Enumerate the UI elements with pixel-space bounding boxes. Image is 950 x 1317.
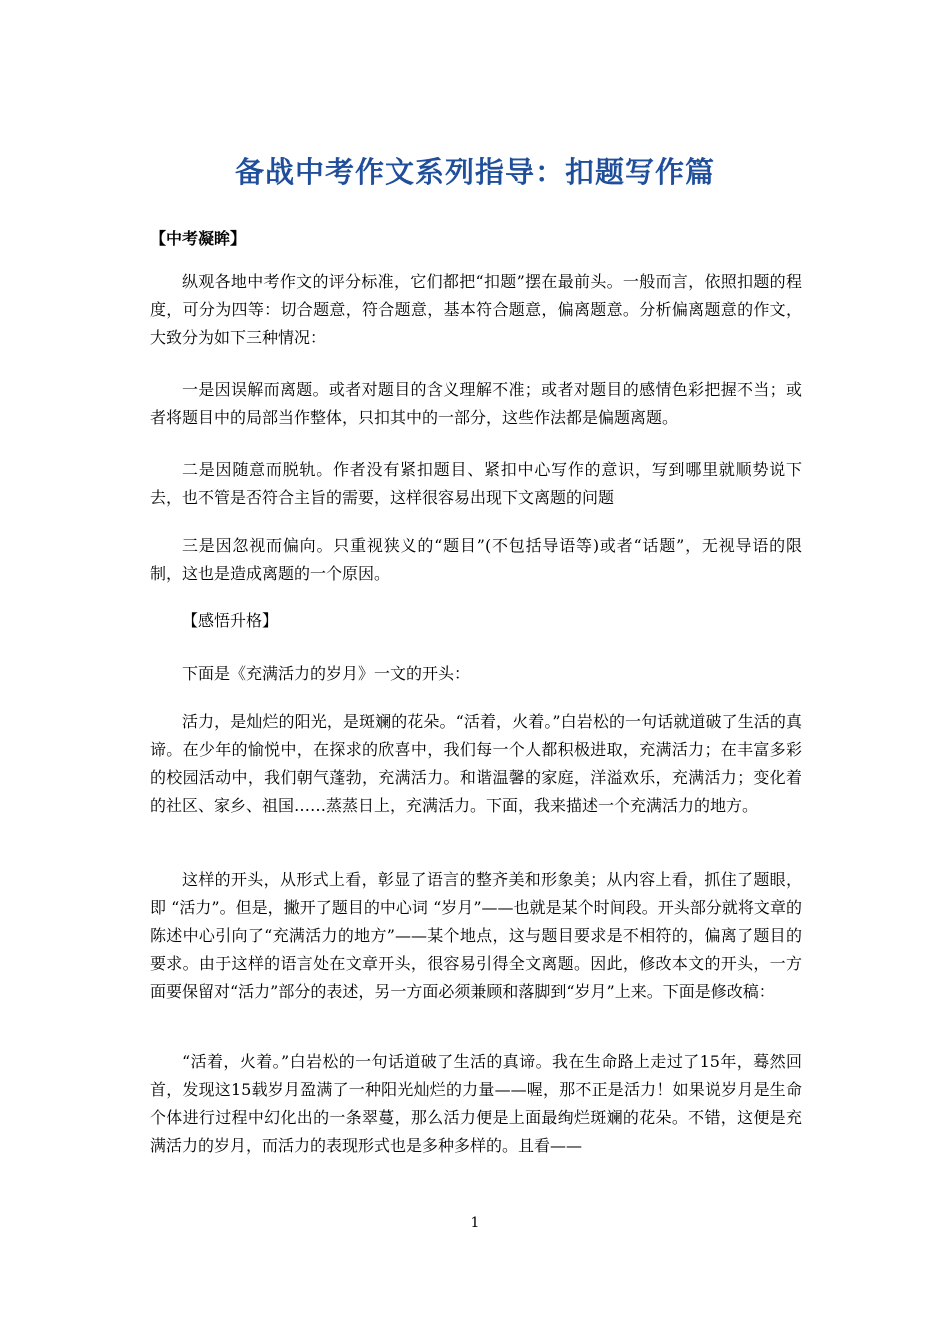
section-heading-exam-focus: 【中考凝眸】 bbox=[150, 229, 247, 248]
paragraph-7: 这样的开头，从形式上看，彰显了语言的整齐美和形象美；从内容上看，抓住了题眼，即 “活力”。但是，撇开了题目的中心词 “岁月”——也就是某个时间段。开头部分就将文章的陈述中心引向了“充满活力的地方”——某个地点，这与题目要求是不相符的，偏离了题目的要求。由于这样的语言处在文章开头，很容易引得全文离题。因此，修改本文的开头，一方面要保留对“活力”部分的表述，另一方面必须兼顾和落脚到“岁月”上来。下面是修改稿： bbox=[150, 870, 802, 1001]
page-number: 1 bbox=[470, 1215, 480, 1231]
document-title: 备战中考作文系列指导：扣题写作篇 bbox=[234, 155, 715, 189]
paragraph-8: “活着，火着。”白岩松的一句话道破了生活的真谛。我在生命路上走过了15年，蓦然回首，发现这15载岁月盈满了一种阳光灿烂的力量——喔，那不正是活力！如果说岁月是生命个体进行过程中幻化出的一条翠蔓，那么活力便是上面最绚烂斑斓的花朵。不错，这便是充满活力的岁月，而活力的表现形式也是多种多样的。且看—— bbox=[150, 1052, 802, 1155]
paragraph-3: 二是因随意而脱轨。作者没有紧扣题目、紧扣中心写作的意识，写到哪里就顺势说下去，也不管是否符合主旨的需要，这样很容易出现下文离题的问题 bbox=[150, 460, 802, 507]
paragraph-2: 一是因误解而离题。或者对题目的含义理解不准；或者对题目的感情色彩把握不当；或者将题目中的局部当作整体，只扣其中的一部分，这些作法都是偏题离题。 bbox=[150, 380, 802, 427]
paragraph-4: 三是因忽视而偏向。只重视狭义的“题目”(不包括导语等)或者“话题”，无视导语的限制，这也是造成离题的一个原因。 bbox=[150, 536, 802, 583]
paragraph-5: 下面是《充满活力的岁月》一文的开头： bbox=[182, 664, 471, 683]
section-heading-upgrade: 【感悟升格】 bbox=[182, 611, 279, 630]
paragraph-6: 活力，是灿烂的阳光，是斑斓的花朵。“活着，火着。”白岩松的一句话就道破了生活的真谛。在少年的愉悦中，在探求的欣喜中，我们每一个人都积极进取，充满活力；在丰富多彩的校园活动中，我们朝气蓬勃，充满活力。和谐温馨的家庭，洋溢欢乐，充满活力；变化着的社区、家乡、祖国……蒸蒸日上，充满活力。下面，我来描述一个充满活力的地方。 bbox=[150, 712, 802, 815]
paragraph-1: 纵观各地中考作文的评分标准，它们都把“扣题”摆在最前头。一般而言，依照扣题的程度，可分为四等：切合题意，符合题意，基本符合题意，偏离题意。分析偏离题意的作文，大致分为如下三种情况： bbox=[150, 272, 802, 347]
